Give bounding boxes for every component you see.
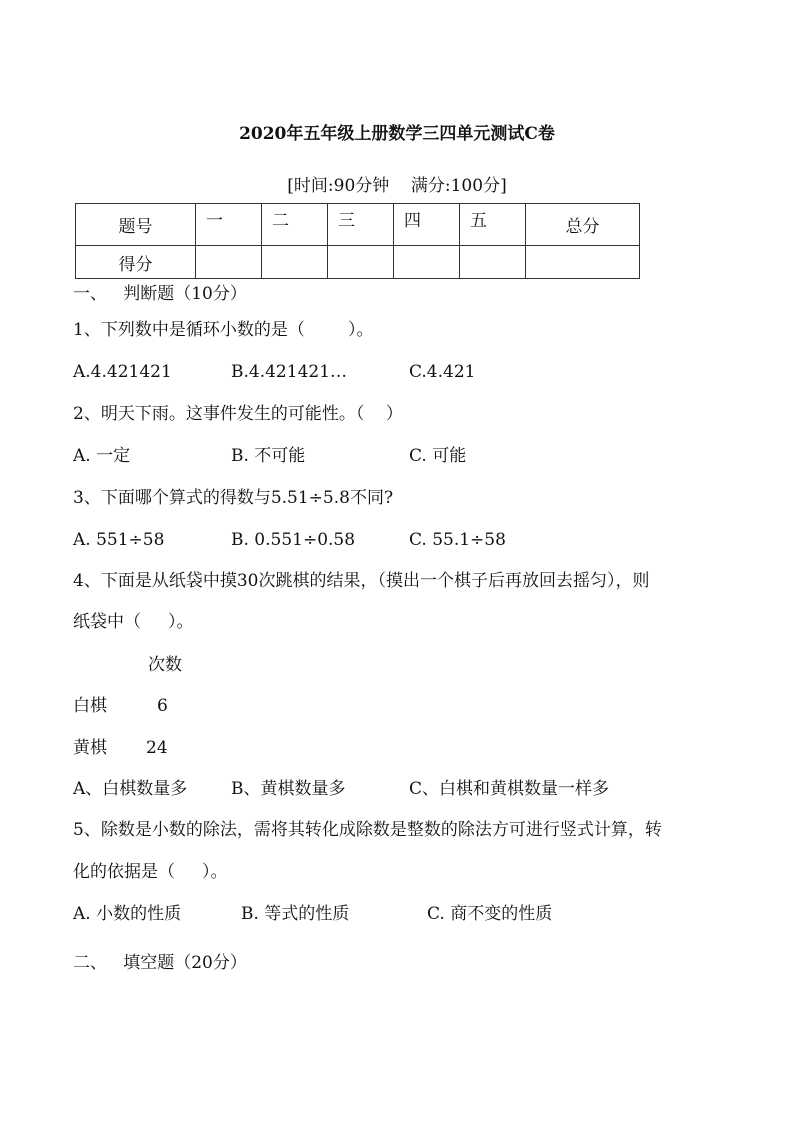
q3-option-b: B. 0.551÷0.58 <box>231 530 356 550</box>
q4-option-a: A、白棋数量多 <box>73 779 188 799</box>
q5-stem-line-2: 化的依据是（ ）。 <box>73 862 228 882</box>
q1-stem: 1、下列数中是循环小数的是（ ）。 <box>73 320 374 340</box>
q5-option-a: A. 小数的性质 <box>73 904 182 924</box>
score-cell-4 <box>394 246 460 279</box>
score-cell-total <box>526 246 640 279</box>
q2-option-a: A. 一定 <box>73 446 131 466</box>
q1-option-b: B.4.421421… <box>231 362 348 382</box>
q4-row-white-label: 白棋 <box>73 696 107 716</box>
score-row-label: 得分 <box>76 246 196 279</box>
score-cell-2 <box>262 246 328 279</box>
q2-option-c: C. 可能 <box>409 446 467 466</box>
exam-info: [时间:90分钟 满分:100分] <box>287 176 507 196</box>
q4-stem-line-1: 4、下面是从纸袋中摸30次跳棋的结果，（摸出一个棋子后再放回去摇匀），则 <box>73 571 650 591</box>
q2-option-b: B. 不可能 <box>231 446 306 466</box>
score-col-2: 二 <box>262 204 328 246</box>
q3-option-a: A. 551÷58 <box>73 530 165 550</box>
score-cell-3 <box>328 246 394 279</box>
score-col-4: 四 <box>394 204 460 246</box>
q4-option-c: C、白棋和黄棋数量一样多 <box>409 779 610 799</box>
page-title: 2020年五年级上册数学三四单元测试C卷 <box>239 124 555 144</box>
q3-stem: 3、下面哪个算式的得数与5.51÷5.8不同? <box>73 488 394 508</box>
q4-option-b: B、黄棋数量多 <box>231 779 346 799</box>
score-col-1: 一 <box>196 204 262 246</box>
section-2-heading: 二、 填空题（20分） <box>73 953 247 973</box>
q1-option-a: A.4.421421 <box>73 362 172 382</box>
q2-stem: 2、明天下雨。这事件发生的可能性。（ ） <box>73 404 403 424</box>
q1-option-c: C.4.421 <box>409 362 476 382</box>
q5-option-b: B. 等式的性质 <box>241 904 350 924</box>
q4-stem-line-2: 纸袋中（ ）。 <box>73 612 194 632</box>
q4-row-white-count: 6 <box>157 696 168 716</box>
score-cell-1 <box>196 246 262 279</box>
score-col-5: 五 <box>460 204 526 246</box>
q3-option-c: C. 55.1÷58 <box>409 530 506 550</box>
q5-stem-line-1: 5、除数是小数的除法，需将其转化成除数是整数的除法方可进行竖式计算，转 <box>73 820 662 840</box>
score-cell-5 <box>460 246 526 279</box>
q4-table-header: 次数 <box>148 655 182 675</box>
score-total-label: 总分 <box>526 204 640 246</box>
q5-option-c: C. 商不变的性质 <box>427 904 553 924</box>
q4-row-yellow-label: 黄棋 <box>73 738 107 758</box>
q4-row-yellow-count: 24 <box>146 738 168 758</box>
section-1-heading: 一、 判断题（10分） <box>73 284 247 304</box>
score-col-3: 三 <box>328 204 394 246</box>
score-header-label: 题号 <box>76 204 196 246</box>
score-table <box>75 203 640 279</box>
